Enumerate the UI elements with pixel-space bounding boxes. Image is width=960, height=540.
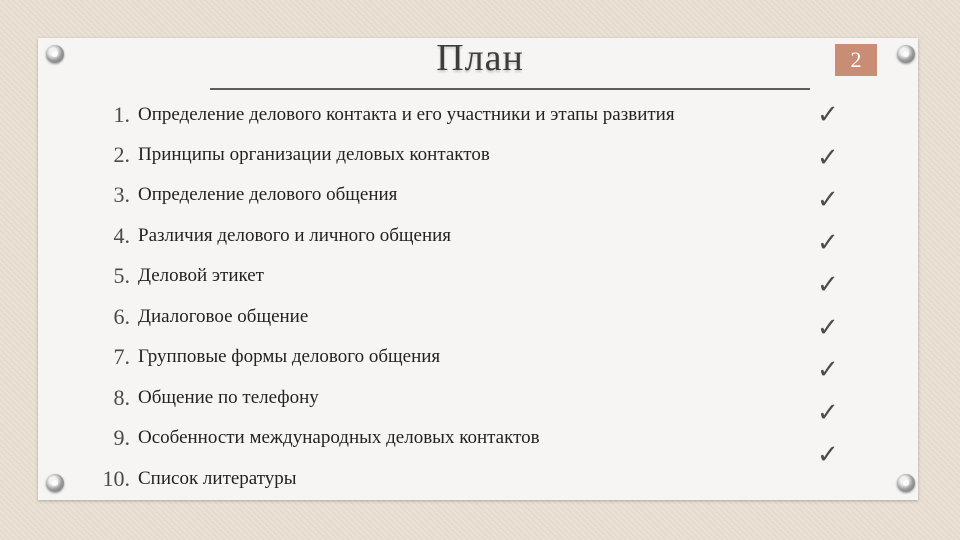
pin-icon [897,474,915,492]
item-number: 2. [113,142,130,167]
item-number: 5. [113,263,130,288]
item-number: 9. [113,425,130,450]
list-item [80,139,490,171]
checkmark-icon: ✓ [817,100,839,130]
checkmark-icon: ✓ [817,313,839,343]
slide-title: План [436,37,524,79]
item-text: Принципы организации деловых контактов [138,144,490,165]
item-number: 7. [113,344,130,369]
item-number: 3. [113,182,130,207]
pin-icon [46,474,64,492]
item-number: 8. [113,385,130,410]
title-divider [210,88,810,90]
item-text: Особенности международных деловых контактов [138,427,540,448]
list-item [80,382,319,414]
checkmark-icon: ✓ [817,440,839,470]
list-item [80,463,297,495]
list-item [80,422,540,454]
checkmark-icon: ✓ [817,398,839,428]
item-text: Групповые формы делового общения [138,346,441,367]
item-number: 1. [113,102,130,127]
item-number: 6. [113,304,130,329]
item-text: Различия делового и личного общения [138,225,452,246]
list-item [80,260,264,292]
item-text: Диалоговое общение [138,306,309,327]
checkmark-icon: ✓ [817,143,839,173]
checkmark-icon: ✓ [817,228,839,258]
item-text: Деловой этикет [138,265,264,286]
item-number: 4. [113,223,130,248]
item-text: Определение делового контакта и его участники и этапы развития [138,104,675,125]
list-item [80,179,397,211]
list-item [80,99,675,131]
list-item [80,220,451,252]
page-number-badge: 2 [835,44,877,76]
list-item [80,341,440,373]
item-text: Определение делового общения [138,184,398,205]
checkmark-icon: ✓ [817,355,839,385]
checkmark-icon: ✓ [817,185,839,215]
item-text: Общение по телефону [138,387,319,408]
checkmark-icon: ✓ [817,270,839,300]
list-item [80,301,308,333]
item-number: 10. [102,466,130,491]
item-text: Список литературы [138,468,297,489]
